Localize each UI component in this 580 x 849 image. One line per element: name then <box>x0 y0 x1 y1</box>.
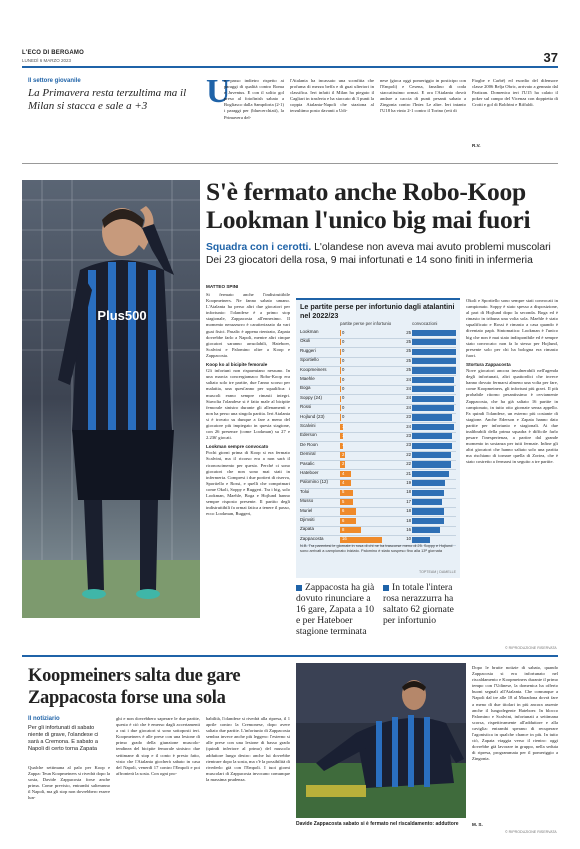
chart-value-lost: 2 <box>342 461 345 467</box>
chart-bar-convocazioni <box>412 518 444 524</box>
main-col-3-p1: Okoli e Sportiello sono sempre stati convocati in campionato. Soppy è stato spesso a disposizione, al pari di Hojlund dopo la seconda. Boga ed è rimasto in tribuna una volta sola. Maehle è stato squalificato e Rossi è rimasto a casa quando è diventato papà. Sintomatica: Lookman è l'unico big che non è mai stato indisponibile ed è sempre stato convocato: non fa lo stesso per Hojlund, presente solo per chi ha bologna era rimasto fuori. <box>466 298 558 358</box>
youth-col-4: Fiogbe e Carbé) ed esordio del difensore classe 2006 Relja Obric, arrivato a gennaio dal Partizan. Domenica ieri l'U15 ha calato il poker sul campo del Vicenza con doppietta di Crotti e gol di Boldrini e Riffaldi. <box>472 78 558 108</box>
chart-player-label: Musso <box>300 498 314 504</box>
chart-bar-convocazioni <box>412 452 451 458</box>
chart-value-lost: 0 <box>342 367 345 373</box>
chart-player-label: De Roon <box>300 441 318 447</box>
chart-value-convocazioni: 18 <box>406 489 411 495</box>
chart-value-convocazioni: 23 <box>406 432 411 438</box>
chart-player-label: Koopmeiners <box>300 366 327 372</box>
chart-player-label: Muriel <box>300 507 313 513</box>
section-divider <box>22 163 558 164</box>
chart-value-lost: 16 <box>342 536 347 542</box>
koopmeiners-photo <box>22 180 200 618</box>
chart-value-convocazioni: 24 <box>406 404 411 410</box>
injury-chart <box>296 298 460 578</box>
zappacosta-photo <box>296 663 466 818</box>
chart-bar-lost <box>340 377 341 383</box>
chart-bar-convocazioni <box>412 339 456 345</box>
chart-player-label: Toloi <box>300 488 310 494</box>
chart-player-label: Sportiello <box>300 357 319 363</box>
chart-player-label: Zappacosta <box>300 535 324 541</box>
second-col-1: Qualche settimana al palo per Koop e Zappa: Teun Koopmeiners si rivedrà dopo la sosta, Davide Zappacosta forse anche prima. Come previsto, entrambi salteranno il Napoli, ma gli stop non dovrebbero essere lun- <box>28 765 111 801</box>
chart-value-lost: 0 <box>342 395 345 401</box>
chart-player-label: Maehle <box>300 376 315 381</box>
main-credit: © RIPRODUZIONE RISERVATA <box>505 646 557 650</box>
chart-bar-lost <box>340 396 341 402</box>
youth-title: La Primavera resta terzultima ma il Milan si stacca e sale a +3 <box>28 87 187 112</box>
chart-title: Le partite perse per infortunio dagli atalantini nel 2022/23 <box>300 302 455 320</box>
chart-value-convocazioni: 24 <box>406 395 411 401</box>
chart-value-convocazioni: 18 <box>406 508 411 514</box>
youth-kicker: Il settore giovanile <box>28 78 81 84</box>
page-number: 37 <box>543 50 558 65</box>
jersey-sponsor: Plus500 <box>97 308 147 323</box>
chart-bar-convocazioni <box>412 433 452 439</box>
chart-bar-convocazioni <box>412 537 430 543</box>
chart-value-lost: 8 <box>342 526 345 532</box>
chart-value-convocazioni: 24 <box>406 423 411 429</box>
chart-bar-lost <box>340 414 341 420</box>
chart-value-convocazioni: 23 <box>406 442 411 448</box>
chart-player-label: Hateboer <box>300 470 319 475</box>
main-col-1-sub2: Lookman sempre convocato <box>206 444 269 450</box>
chart-bar-convocazioni <box>412 414 452 420</box>
chart-player-label: Rossi <box>300 404 312 410</box>
chart-bar-convocazioni <box>412 471 449 477</box>
chart-bar-lost <box>340 330 341 336</box>
chart-bar-convocazioni <box>412 527 440 533</box>
chart-bar-lost <box>340 386 341 392</box>
chart-bar-lost <box>340 405 341 411</box>
chart-col-header-1: partite perse per infortunio <box>340 321 392 326</box>
chart-value-lost: 6 <box>342 508 345 514</box>
chart-player-label: Djimsiti <box>300 517 315 522</box>
dateline: LUNEDÌ 6 MARZO 2023 <box>22 58 72 63</box>
chart-bar-convocazioni <box>412 358 456 364</box>
chart-bar-convocazioni <box>412 480 445 486</box>
chart-value-convocazioni: 17 <box>406 498 411 504</box>
chart-bar-convocazioni <box>412 367 456 373</box>
chart-note: N.B. Tra parentesi le giornate in rosa di chi ne ha trascorse meno di 25. Soppy e Hojlund sono arrivati a campionato iniziato. Palomino è stato sospeso fino alla 13ª giornata <box>300 543 453 553</box>
chart-value-convocazioni: 25 <box>406 329 411 335</box>
chart-value-lost: 4 <box>342 470 345 476</box>
chart-value-lost: 2 <box>342 451 345 457</box>
chart-value-convocazioni: 25 <box>406 338 411 344</box>
chart-bar-convocazioni <box>412 424 454 430</box>
quote-1: Zappacosta ha già dovuto rinunciare a 16 gare, Zapata a 10 e per Hateboer stagione terminata <box>296 582 375 637</box>
chart-player-label: Okoli <box>300 338 311 344</box>
chart-value-lost: 0 <box>342 385 345 391</box>
youth-dropcap: U <box>206 73 231 110</box>
main-col-1-p2: Gli infortuni non risparmiano nessuno. In una marcia concergiamaco Robo-Koop era saltato solo tre partite, due l'anno scorso per malattia, una quest'anno per squalifica: i muscoli erano sempre rimasti integri. Stavolta l'olandese si è fatto male al bicipite femorale sinistro durante gli allenamenti e non ha perso una singola partita. Ieri Atalanta si è trovato su dunque a fare a meno del giocatore più impiegato in questa stagione, con 26 presenze (come Lookman) su 27 e 2.236' giocati. <box>206 368 290 441</box>
chart-value-lost: 6 <box>342 517 345 523</box>
main-col-3-p2: Nove giocatori ancora invulnerabili nell'agenda degli infortunati, altri quattordici che invece hanno dovuto fermarsi almeno una volta per fare, come Koopmeiners, gli infortuni più gravi. Il più probabile ritorno pesantissimo è ovviamente Zappacosta, che ha già saltato 16 partite in campionato, in tutto otto giornate senza appello. Fa quindi l'olandese, un esterno più costante di stagione. Anche Ederson e Zapata hanno dato partite per infortunio e stagionali. Ai due inalibrabili della prima squadra è difficile farlo pesare l'inesperienza, a partire dal grande momento in sostanza per tutti fermate. Infine gli altri giocatori che hanno saltato solo una partita ma rischiano di tornare quella di Zortea, che è stato costretto a fermarsi in seguito a tre partite. <box>466 368 558 465</box>
chart-value-lost: 0 <box>342 348 345 354</box>
chart-bar-convocazioni <box>412 349 456 355</box>
masthead: L'ECO DI BERGAMO <box>22 50 84 56</box>
main-col-3-sub: Stortura Zappacosta <box>466 361 511 367</box>
chart-value-convocazioni: 21 <box>406 470 411 476</box>
second-signature: M. S. <box>472 822 483 827</box>
chart-bar-lost <box>340 339 341 345</box>
chart-value-lost: 0 <box>342 329 345 335</box>
chart-value-convocazioni: 10 <box>406 536 411 542</box>
chart-player-label: Soppy (24) <box>300 394 323 400</box>
chart-bar-convocazioni <box>412 508 444 514</box>
chart-player-label: Boga <box>300 385 311 391</box>
main-sub-text: L'olandese non aveva mai avuto problemi muscolari Dei 23 giocatori della rosa, 9 mai infortunati e 14 sono finiti in infermeria <box>206 242 551 266</box>
main-col-3 <box>466 298 558 648</box>
chart-bar-convocazioni <box>412 499 442 505</box>
chart-bar-convocazioni <box>412 330 456 336</box>
chart-value-convocazioni: 18 <box>406 517 411 523</box>
chart-player-label: Hojlund (23) <box>300 413 325 419</box>
main-sub-bold: Squadra con i cerotti. <box>206 242 312 253</box>
second-col-2: ghi e non dovrebbero saperare le due partite, questo è ciò che è emerso dagli accertamenti a cui i due giocatori si sono sottoposti ieri. Koopmeiners è alle prese con una lesione di primo grado della giunzione muscolo-tendinea del bicipite femorale sinistro: due settimane di stop e il conto è presto fatto, visto che l'Atalanta giocherà sabato in casa del Napoli, venerdì 17 contro l'Empoli e poi affronterà la sosta. Con ogni pro- <box>116 716 200 776</box>
chart-value-lost: 1 <box>342 432 345 438</box>
chart-value-lost: 0 <box>342 376 345 382</box>
chart-bar-lost <box>340 358 341 364</box>
chart-value-lost: 4 <box>342 479 345 485</box>
top-rule <box>22 66 558 68</box>
chart-value-lost: 0 <box>342 414 345 420</box>
chart-player-label: Demiral <box>300 451 316 457</box>
chart-value-lost: 0 <box>342 404 345 410</box>
chart-bar-convocazioni <box>412 396 454 402</box>
chart-value-convocazioni: 16 <box>406 526 411 532</box>
youth-col-2: l'Atalanta ha incassato una sconfitta che profuma di mezza beffa e di guai ulteriori in classifica. Ieri infatti il Milan ha piegato il Cagliari in trasferta e ha staccato di 3 punti la coppia Atalanta-Napoli che staziona al terzultimo posto davanti a Udi- <box>290 78 374 114</box>
chart-value-convocazioni: 25 <box>406 357 411 363</box>
chart-player-label: Zapata <box>300 526 315 532</box>
main-col-1-p3: Pochi giorni prima di Koop si era fermato Scalvini, ma il ricorso era a non sarà il riconoscimento per questo. Perché ci sono giocatori che non sono mai stati in infermeria. Compresi i due portieri di riserva, Sportiello e Rossi, e quelli che comprimari come Okoli, Soppy e Ruggeri. Tra i big, solo Lookman, Maehle, Boga e Hojlund hanno sempre risposto presente. Il partito degli indistruttibili fa ormai fatica a tenere il passo, ecco Lookman, Ruggeri, <box>206 450 290 517</box>
chart-bar-convocazioni <box>412 490 444 496</box>
chart-value-lost: 1 <box>342 442 345 448</box>
chart-bar-convocazioni <box>412 386 454 392</box>
main-subheadline <box>206 241 558 267</box>
chart-value-lost: 5 <box>342 498 345 504</box>
chart-bar-convocazioni <box>412 443 452 449</box>
quote-2: In totale l'intera rosa nerazzurra ha saltato 62 giornate per infortunio <box>383 582 454 626</box>
chart-player-label: Lookman <box>300 329 319 334</box>
chart-bar-convocazioni <box>412 405 454 411</box>
chart-player-label: Pasalic <box>300 460 315 466</box>
second-summary: Per gli infortunati di sabato niente di grave, l'olandese ci sarà a Cremona. E sabato a Napoli di certo torna Zapata <box>28 725 99 752</box>
zappacosta-photo-svg <box>296 663 466 818</box>
chart-value-convocazioni: 23 <box>406 414 411 420</box>
chart-value-convocazioni: 25 <box>406 367 411 373</box>
chart-value-convocazioni: 22 <box>406 461 411 467</box>
chart-bar-convocazioni <box>412 377 454 383</box>
chart-value-convocazioni: 25 <box>406 348 411 354</box>
chart-value-lost: 5 <box>342 489 345 495</box>
photo-caption: Davide Zappacosta sabato si è fermato nel riscaldamento: adduttore <box>296 821 459 827</box>
chart-value-convocazioni: 19 <box>406 479 411 485</box>
chart-value-convocazioni: 24 <box>406 385 411 391</box>
chart-value-lost: 1 <box>342 423 345 429</box>
chart-player-label: Scalvini <box>300 423 316 428</box>
chart-credit: TOPTEAM | DAMELLE <box>418 570 456 574</box>
chart-bar-convocazioni <box>412 461 451 467</box>
chart-value-lost: 0 <box>342 338 345 344</box>
chart-value-convocazioni: 22 <box>406 451 411 457</box>
chart-value-lost: 0 <box>342 357 345 363</box>
chart-col-header-2: convocazioni <box>412 321 438 326</box>
main-col-1 <box>206 292 290 652</box>
koopmeiners-photo-svg <box>22 180 200 618</box>
youth-col-1: n passo indietro rispetto ai paraggi di qualità contro Roma e Juventus. E con il solito gol preso al fotofinish sabato a Bogliasco dalla Sampdoria (2-1) i paraggi per (bluecerchiati), la Primavera del- <box>224 78 284 120</box>
chart-bar-lost <box>340 349 341 355</box>
second-credit: © RIPRODUZIONE RISERVATA <box>505 830 557 834</box>
second-kicker: Il notiziario <box>28 716 60 722</box>
author: MATTEO SPINI <box>206 284 239 289</box>
chart-top-rule <box>296 298 460 300</box>
chart-value-convocazioni: 24 <box>406 376 411 382</box>
chart-player-label: Palomino (12) <box>300 479 329 485</box>
youth-col-3: nese (gioca oggi pomeriggio in posticipo con l'Empoli) e Cesena, fanalino di coda staccatissimo ormai. E ora l'Atalanta dovrà andare a caccia di punti pesanti sabato a Zingonia contro l'Inter. Le altre. Ieri intanto l'U18 ha vinto 2-1 contro il Torino (reti di <box>380 78 466 114</box>
youth-signature: R.V. <box>472 143 481 148</box>
second-article-rule <box>22 655 558 657</box>
chart-player-label: Ederson <box>300 432 317 438</box>
second-col-3: babilità, l'olandese si rivedrà alla ripresa, il 1 aprile contro la Cremonese, dopo avere saltato due partite. L'infortunio di Zappacosta sembra invece anche più leggero: l'esterno si alle prese con una lesione di basso grado (quindi inferiore al primo) del muscolo adduttore lungo destro: anche lui dovrebbe rientrare dopo la sosta, ma c'è la possibilità di rivederlo già con l'Empoli. I tuoi giorni muscolari di Zappacosta invocano comunque la massima prudenza. <box>206 716 290 782</box>
chart-bar-lost <box>340 367 341 373</box>
main-headline: S'è fermato anche Robo-Koop Lookman l'unico big mai fuori <box>206 177 531 234</box>
main-col-1-p1: Si fermato anche l'indistruttibile Koopmeiners. Ne fanno sabato umano. L'Atalanta ha perso altri due giocatori per infortunio: l'olandese è a primo stop stagionale, Zappacosta all'ennesimo. Il momento nerazzurro è caratterizzato da vari guai fisici. Pasalic è appena rientrato, Zapata dovrebbe farlo a Napoli, mentre altri cinque giocatori saranno arruolabili, Hateboer, Scalvini e Palomino oltre a Koop e Zappacosta. <box>206 292 290 358</box>
main-col-1-sub: Koop ko al bicipite femorale <box>206 362 268 368</box>
second-col-4: Dopo le brutte notizie di sabato, quando Zappacosta si era infortunato nel riscaldamento e Koopmeiners durante il primo tempo con l'Udinese, la domenica ha offerto buoni segnali all'Atalanta. Che comunque a Napoli dal tre alle 18 al Maradona dovrà fare a meno di due titolari in più ancora assente anche il lungodegente Hateboer. In blocco Palomino e Scalvini, infortunati a settimana scorsa, rispettivamente all'adduttore e alla caviglia: entrambi sperano di recuperare l'agonistica in qualche chance in più. In tutto ciò, Zapata viaggia verso il rientro: oggi dovrebbe già lavorare in gruppo, nella seduta di ripresa, programmata per il pomeriggio a Zingonia. <box>472 665 558 762</box>
chart-player-label: Ruggeri <box>300 347 316 353</box>
second-headline: Koopmeiners salta due gare Zappacosta forse una sola <box>28 666 241 708</box>
